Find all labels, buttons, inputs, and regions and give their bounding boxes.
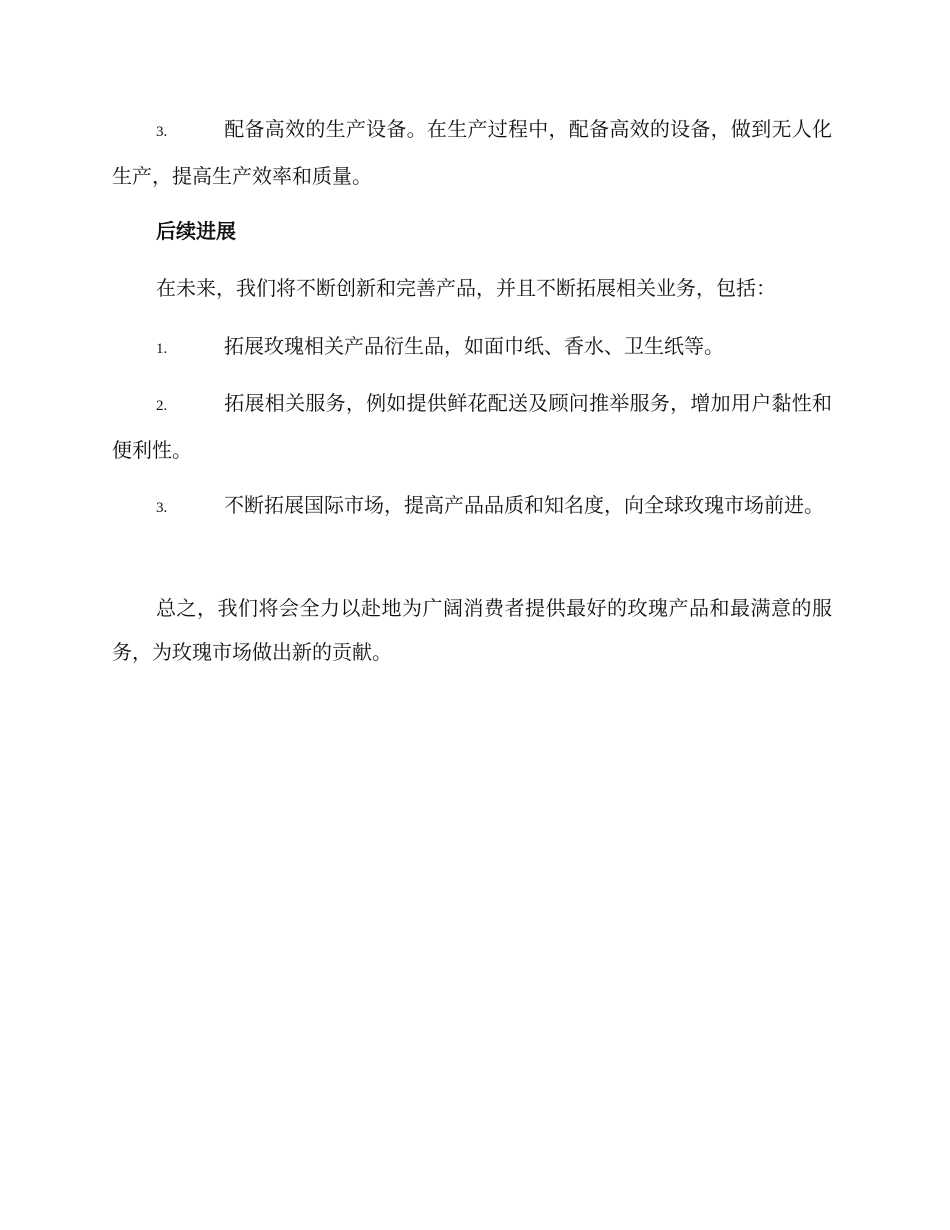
list-number: 3. [156,124,168,140]
list-item-derivatives [112,324,832,371]
list-number: 1. [156,341,168,357]
list-item-text: 拓展玫瑰相关产品衍生品，如面巾纸、香水、卫生纸等。 [224,334,724,358]
list-item-services [112,381,832,472]
list-item-text: 配备高效的生产设备。在生产过程中，配备高效的设备，做到无人化生产，提高生产效率和质量。 [112,117,832,188]
list-item-text: 拓展相关服务，例如提供鲜花配送及顾问推举服务，增加用户黏性和便利性。 [112,391,832,462]
list-number: 3. [156,500,168,516]
list-item-international [112,483,832,530]
conclusion-paragraph: 总之，我们将会全力以赴地为广阔消费者提供最好的玫瑰产品和最满意的服务，为玫瑰市场做出新的贡献。 [112,596,832,664]
list-item-text: 不断拓展国际市场，提高产品品质和知名度，向全球玫瑰市场前进。 [224,493,824,517]
list-number: 2. [156,398,168,414]
intro-paragraph: 在未来，我们将不断创新和完善产品，并且不断拓展相关业务，包括： [156,276,776,300]
section-heading: 后续进展 [156,219,236,243]
list-item-production-equipment [112,107,832,198]
